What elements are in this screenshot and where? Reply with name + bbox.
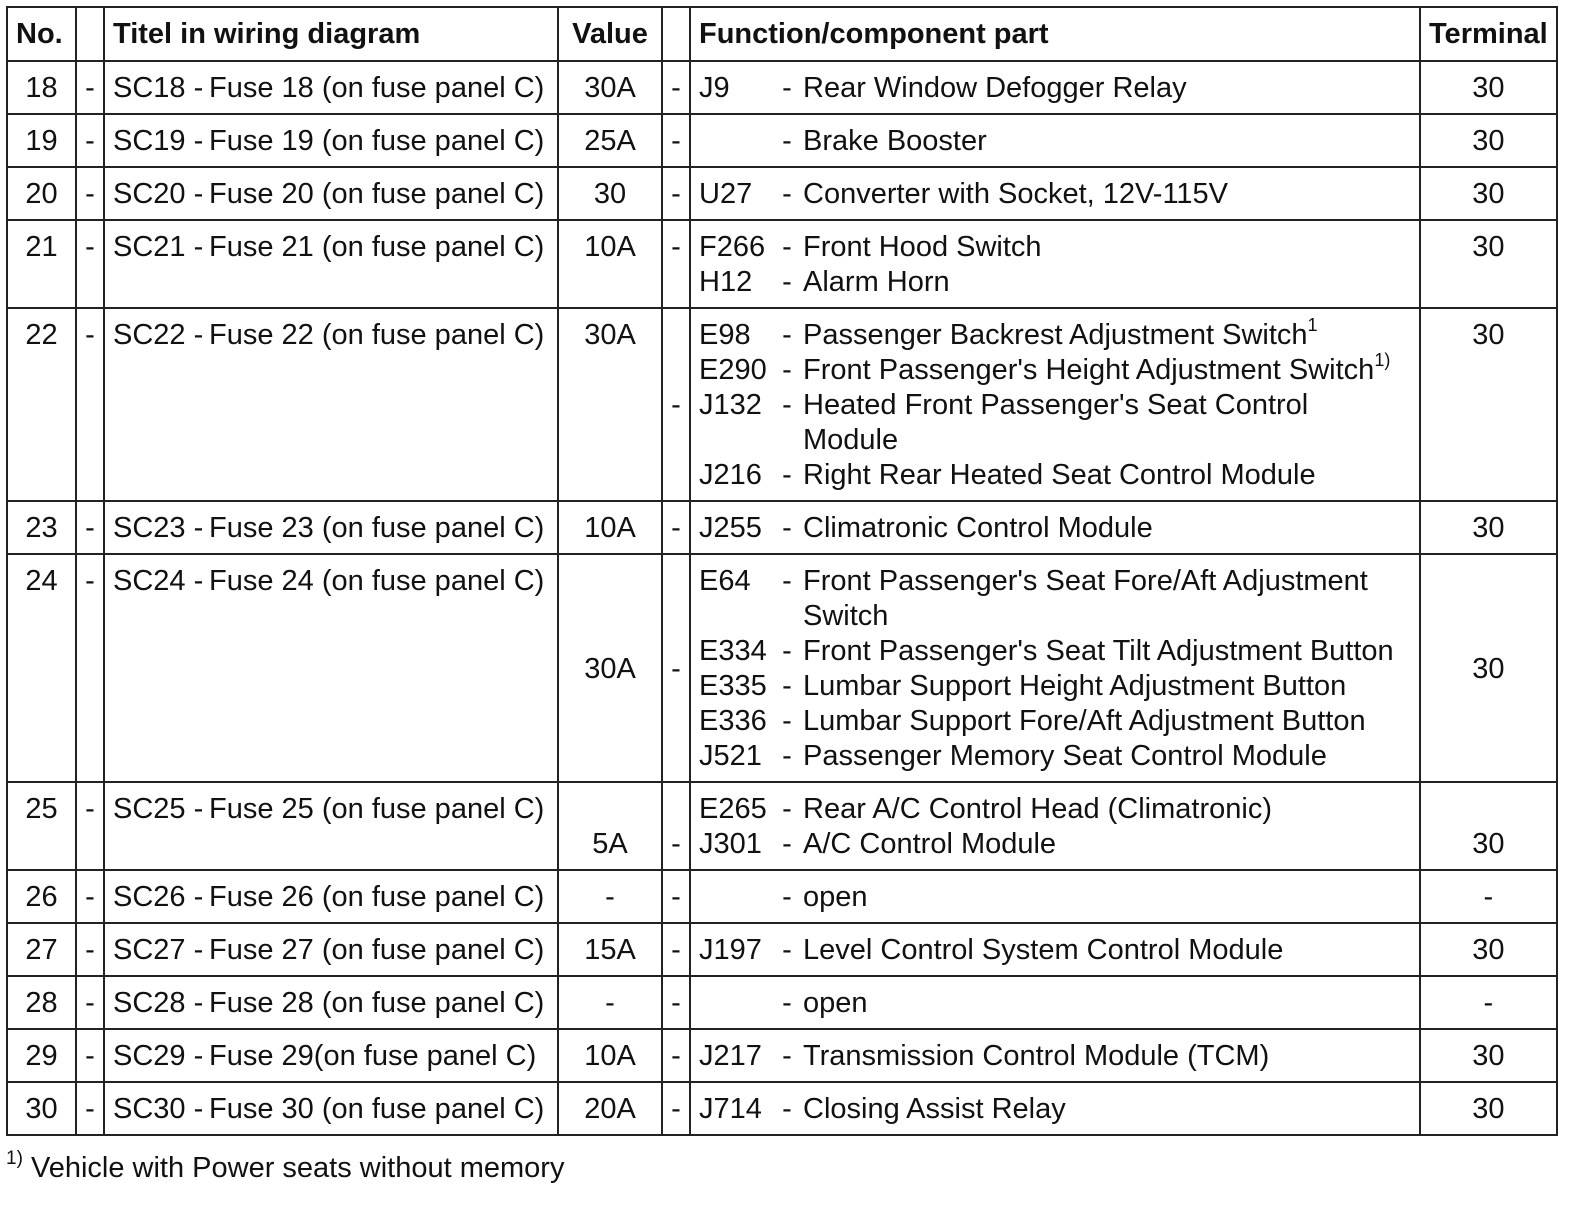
component-separator: - <box>782 934 792 966</box>
fuse-value: 30A <box>558 554 662 782</box>
wiring-title <box>104 923 558 976</box>
wiring-title <box>104 61 558 114</box>
table-row <box>7 61 1557 114</box>
separator-dash: - <box>76 61 104 114</box>
fuse-code: SC29 - <box>113 1040 204 1072</box>
component-name <box>803 933 1283 968</box>
component-line <box>699 827 1411 862</box>
component-name <box>803 634 1394 669</box>
component-name-text: Front Passenger's Seat Tilt Adjustment Button <box>803 635 1394 667</box>
component-name <box>803 880 868 915</box>
wiring-title <box>104 554 558 782</box>
component-line <box>699 1092 1411 1127</box>
component-name <box>803 739 1327 774</box>
component-separator: - <box>782 740 792 772</box>
footnote-reference: 1 <box>1307 315 1318 336</box>
terminal-value: - <box>1420 870 1557 923</box>
footnote <box>6 1148 564 1188</box>
fuse-description: Fuse 27 (on fuse panel C) <box>209 934 545 966</box>
component-line <box>699 458 1411 493</box>
component-line <box>699 124 1411 159</box>
component-line <box>699 388 1411 458</box>
component-line <box>699 230 1411 265</box>
component-separator: - <box>782 1093 792 1125</box>
header-row <box>7 7 1557 61</box>
fuse-value: 10A <box>558 1029 662 1082</box>
component-line <box>699 1039 1411 1074</box>
component-name-text: Brake Booster <box>803 125 987 157</box>
fuse-number: 30 <box>7 1082 76 1135</box>
fuse-description: Fuse 22 (on fuse panel C) <box>209 319 545 351</box>
component-name-text: Passenger Memory Seat Control Module <box>803 740 1327 772</box>
component-separator: - <box>782 828 792 860</box>
fuse-code: SC22 - <box>113 319 204 351</box>
separator-dash: - <box>76 923 104 976</box>
separator-dash: - <box>76 870 104 923</box>
header-title: Titel in wiring diagram <box>104 7 558 61</box>
terminal-value: 30 <box>1420 308 1557 501</box>
component-line <box>699 71 1411 106</box>
fuse-value: 5A <box>558 782 662 870</box>
fuse-description: Fuse 20 (on fuse panel C) <box>209 178 545 210</box>
component-name-text: Transmission Control Module (TCM) <box>803 1040 1270 1072</box>
table-row <box>7 782 1557 870</box>
component-separator: - <box>782 72 792 104</box>
footnote-text: Vehicle with Power seats without memory <box>30 1152 565 1184</box>
fuse-code: SC28 - <box>113 987 204 1019</box>
separator-dash: - <box>76 220 104 308</box>
terminal-value: 30 <box>1420 923 1557 976</box>
component-name <box>803 986 868 1021</box>
component-line <box>699 792 1411 827</box>
table-row <box>7 114 1557 167</box>
fuse-code: SC20 - <box>113 178 204 210</box>
separator-dash: - <box>662 501 690 554</box>
component-name <box>803 458 1316 493</box>
fuse-value: 10A <box>558 501 662 554</box>
component-code: J216 <box>699 459 762 491</box>
component-name-text: Front Passenger's Seat Fore/Aft Adjustment Switch <box>803 565 1368 632</box>
header-terminal: Terminal <box>1420 7 1557 61</box>
component-line <box>699 350 1411 388</box>
table-row <box>7 308 1557 501</box>
component-line <box>699 704 1411 739</box>
fuse-number: 20 <box>7 167 76 220</box>
fuse-number: 26 <box>7 870 76 923</box>
component-separator: - <box>782 231 792 263</box>
separator-dash: - <box>662 1082 690 1135</box>
component-name-text: Closing Assist Relay <box>803 1093 1066 1125</box>
component-name-text: open <box>803 881 868 913</box>
component-name <box>803 315 1318 353</box>
function-cell <box>690 1029 1420 1082</box>
component-code: E98 <box>699 319 751 351</box>
separator-dash: - <box>662 167 690 220</box>
function-cell <box>690 308 1420 501</box>
function-cell <box>690 220 1420 308</box>
separator-dash: - <box>76 114 104 167</box>
component-separator: - <box>782 512 792 544</box>
component-code: F266 <box>699 231 766 263</box>
terminal-value: 30 <box>1420 61 1557 114</box>
footnote-reference: 1) <box>1374 350 1391 371</box>
separator-dash: - <box>76 501 104 554</box>
table-row <box>7 976 1557 1029</box>
fuse-number: 24 <box>7 554 76 782</box>
component-code: J217 <box>699 1040 762 1072</box>
separator-dash: - <box>662 308 690 501</box>
wiring-title <box>104 1029 558 1082</box>
function-cell <box>690 782 1420 870</box>
fuse-value: 15A <box>558 923 662 976</box>
component-line <box>699 265 1411 300</box>
component-name <box>803 177 1228 212</box>
fuse-value: 10A <box>558 220 662 308</box>
separator-dash: - <box>76 167 104 220</box>
fuse-table <box>6 6 1558 1136</box>
function-cell <box>690 501 1420 554</box>
component-name-text: Rear A/C Control Head (Climatronic) <box>803 793 1272 825</box>
wiring-title <box>104 114 558 167</box>
component-separator: - <box>782 793 792 825</box>
component-name-text: Front Passenger's Height Adjustment Switch <box>803 354 1375 386</box>
component-name-text: Rear Window Defogger Relay <box>803 72 1187 104</box>
wiring-title <box>104 870 558 923</box>
component-line <box>699 880 1411 915</box>
component-code: E335 <box>699 670 767 702</box>
table-row <box>7 220 1557 308</box>
terminal-value: 30 <box>1420 501 1557 554</box>
separator-dash: - <box>662 220 690 308</box>
component-name-text: Level Control System Control Module <box>803 934 1284 966</box>
separator-dash: - <box>76 1082 104 1135</box>
fuse-code: SC30 - <box>113 1093 204 1125</box>
separator-dash: - <box>76 782 104 870</box>
header-function: Function/component part <box>690 7 1420 61</box>
wiring-title <box>104 501 558 554</box>
component-name <box>803 1039 1269 1074</box>
component-name <box>803 511 1153 546</box>
terminal-value: 30 <box>1420 782 1557 870</box>
fuse-table-body <box>7 61 1557 1135</box>
component-separator: - <box>782 635 792 667</box>
wiring-title <box>104 1082 558 1135</box>
component-name <box>803 265 950 300</box>
component-name <box>803 350 1391 388</box>
component-separator: - <box>782 705 792 737</box>
separator-dash: - <box>76 976 104 1029</box>
terminal-value: 30 <box>1420 1082 1557 1135</box>
table-row <box>7 167 1557 220</box>
wiring-title <box>104 220 558 308</box>
fuse-description: Fuse 29(on fuse panel C) <box>209 1040 537 1072</box>
function-cell <box>690 167 1420 220</box>
component-name-text: Lumbar Support Fore/Aft Adjustment Button <box>803 705 1366 737</box>
function-cell <box>690 554 1420 782</box>
header-spacer <box>76 7 104 61</box>
component-line <box>699 511 1411 546</box>
component-line <box>699 933 1411 968</box>
header-value: Value <box>558 7 662 61</box>
fuse-code: SC26 - <box>113 881 204 913</box>
fuse-number: 18 <box>7 61 76 114</box>
component-separator: - <box>782 178 792 210</box>
fuse-code: SC18 - <box>113 72 204 104</box>
fuse-code: SC23 - <box>113 512 204 544</box>
footnote-marker: 1) <box>6 1148 23 1170</box>
component-separator: - <box>782 881 792 913</box>
component-name-text: Alarm Horn <box>803 266 950 298</box>
component-code: E290 <box>699 354 767 386</box>
component-separator: - <box>782 1040 792 1072</box>
fuse-code: SC25 - <box>113 793 204 825</box>
separator-dash: - <box>662 870 690 923</box>
terminal-value: 30 <box>1420 220 1557 308</box>
component-separator: - <box>782 459 792 491</box>
terminal-value: 30 <box>1420 1029 1557 1082</box>
component-name <box>803 230 1042 265</box>
fuse-value: 30A <box>558 61 662 114</box>
fuse-code: SC24 - <box>113 565 204 597</box>
component-name <box>803 792 1272 827</box>
separator-dash: - <box>76 308 104 501</box>
fuse-value: - <box>558 870 662 923</box>
fuse-code: SC19 - <box>113 125 204 157</box>
component-name-text: A/C Control Module <box>803 828 1057 860</box>
fuse-number: 27 <box>7 923 76 976</box>
header-spacer <box>662 7 690 61</box>
fuse-value: - <box>558 976 662 1029</box>
component-name-text: Converter with Socket, 12V-115V <box>803 178 1229 210</box>
table-row <box>7 501 1557 554</box>
function-cell <box>690 923 1420 976</box>
fuse-value: 30 <box>558 167 662 220</box>
component-code: E64 <box>699 565 751 597</box>
component-name-text: Passenger Backrest Adjustment Switch <box>803 319 1308 351</box>
table-row <box>7 1082 1557 1135</box>
component-name <box>803 71 1187 106</box>
component-name <box>803 1092 1066 1127</box>
table-row <box>7 1029 1557 1082</box>
function-cell <box>690 1082 1420 1135</box>
component-line <box>699 564 1411 634</box>
table-row <box>7 554 1557 782</box>
component-line <box>699 986 1411 1021</box>
fuse-number: 19 <box>7 114 76 167</box>
component-name-text: Lumbar Support Height Adjustment Button <box>803 670 1347 702</box>
fuse-number: 21 <box>7 220 76 308</box>
function-cell <box>690 870 1420 923</box>
function-cell <box>690 114 1420 167</box>
component-name <box>803 564 1411 634</box>
function-cell <box>690 976 1420 1029</box>
component-name <box>803 669 1346 704</box>
component-code: J301 <box>699 828 762 860</box>
wiring-title <box>104 782 558 870</box>
separator-dash: - <box>76 554 104 782</box>
separator-dash: - <box>662 782 690 870</box>
function-cell <box>690 61 1420 114</box>
fuse-value: 20A <box>558 1082 662 1135</box>
component-code: J714 <box>699 1093 762 1125</box>
fuse-number: 22 <box>7 308 76 501</box>
component-line <box>699 634 1411 669</box>
component-separator: - <box>782 354 792 386</box>
component-line <box>699 315 1411 353</box>
fuse-description: Fuse 19 (on fuse panel C) <box>209 125 545 157</box>
component-name <box>803 827 1056 862</box>
component-code: J255 <box>699 512 762 544</box>
component-separator: - <box>782 987 792 1019</box>
terminal-value: - <box>1420 976 1557 1029</box>
component-name <box>803 124 987 159</box>
fuse-number: 23 <box>7 501 76 554</box>
component-line <box>699 177 1411 212</box>
fuse-description: Fuse 23 (on fuse panel C) <box>209 512 545 544</box>
fuse-description: Fuse 26 (on fuse panel C) <box>209 881 545 913</box>
component-line <box>699 669 1411 704</box>
component-name <box>803 704 1366 739</box>
separator-dash: - <box>662 61 690 114</box>
terminal-value: 30 <box>1420 167 1557 220</box>
component-code: E334 <box>699 635 767 667</box>
component-name <box>803 388 1411 458</box>
wiring-title <box>104 167 558 220</box>
component-code: J197 <box>699 934 762 966</box>
component-code: U27 <box>699 178 753 210</box>
fuse-description: Fuse 24 (on fuse panel C) <box>209 565 545 597</box>
separator-dash: - <box>662 923 690 976</box>
component-separator: - <box>782 125 792 157</box>
component-name-text: Heated Front Passenger's Seat Control Module <box>803 389 1309 456</box>
component-name-text: Climatronic Control Module <box>803 512 1153 544</box>
component-separator: - <box>782 389 792 421</box>
wiring-title <box>104 976 558 1029</box>
component-name-text: Front Hood Switch <box>803 231 1042 263</box>
terminal-value: 30 <box>1420 114 1557 167</box>
fuse-description: Fuse 28 (on fuse panel C) <box>209 987 545 1019</box>
component-code: E265 <box>699 793 767 825</box>
terminal-value: 30 <box>1420 554 1557 782</box>
separator-dash: - <box>662 1029 690 1082</box>
fuse-description: Fuse 21 (on fuse panel C) <box>209 231 545 263</box>
component-name-text: Right Rear Heated Seat Control Module <box>803 459 1316 491</box>
separator-dash: - <box>662 976 690 1029</box>
component-line <box>699 739 1411 774</box>
component-separator: - <box>782 319 792 351</box>
component-name-text: open <box>803 987 868 1019</box>
table-row <box>7 923 1557 976</box>
component-code: H12 <box>699 266 753 298</box>
fuse-number: 28 <box>7 976 76 1029</box>
component-code: J521 <box>699 740 762 772</box>
wiring-title <box>104 308 558 501</box>
separator-dash: - <box>76 1029 104 1082</box>
component-code: J132 <box>699 389 762 421</box>
fuse-description: Fuse 30 (on fuse panel C) <box>209 1093 545 1125</box>
separator-dash: - <box>662 114 690 167</box>
component-code: J9 <box>699 72 730 104</box>
fuse-description: Fuse 18 (on fuse panel C) <box>209 72 545 104</box>
component-separator: - <box>782 670 792 702</box>
separator-dash: - <box>662 554 690 782</box>
header-no: No. <box>7 7 76 61</box>
fuse-code: SC21 - <box>113 231 204 263</box>
fuse-code: SC27 - <box>113 934 204 966</box>
fuse-value: 30A <box>558 308 662 501</box>
fuse-number: 29 <box>7 1029 76 1082</box>
fuse-description: Fuse 25 (on fuse panel C) <box>209 793 545 825</box>
component-separator: - <box>782 565 792 597</box>
component-separator: - <box>782 266 792 298</box>
table-row <box>7 870 1557 923</box>
fuse-number: 25 <box>7 782 76 870</box>
component-code: E336 <box>699 705 767 737</box>
fuse-value: 25A <box>558 114 662 167</box>
